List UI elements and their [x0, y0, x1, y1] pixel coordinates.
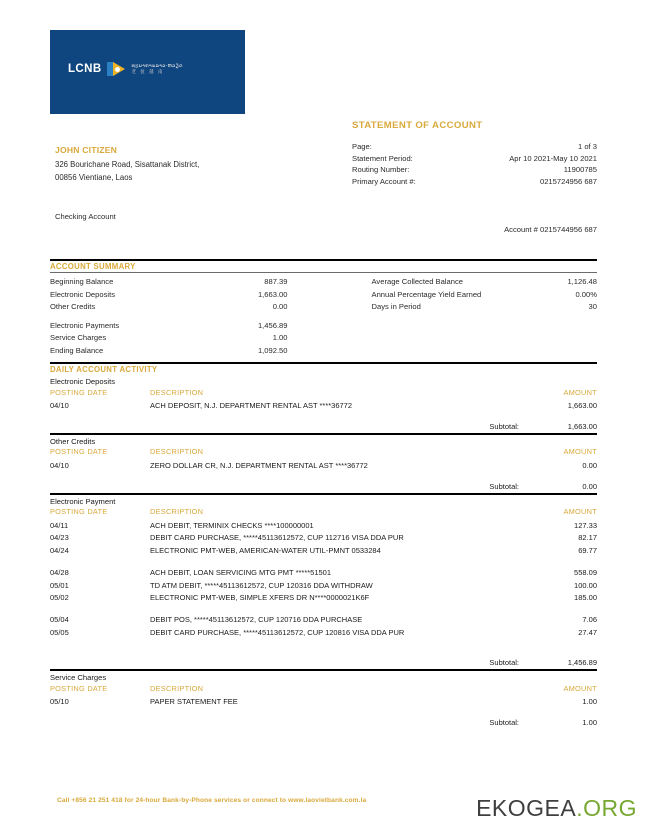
table-header-row [50, 447, 597, 459]
summary-label: Electronic Payments [50, 320, 120, 330]
subtotal-row [50, 412, 597, 433]
daily-account-activity-section [50, 362, 597, 729]
watermark-suffix: .ORG [576, 795, 637, 821]
summary-row [50, 332, 324, 345]
row-spacer [50, 605, 597, 614]
summary-value: 1,663.00 [257, 289, 288, 299]
table-row [50, 532, 597, 545]
bank-logo-lao-line1: ທະນາຄານລາວ-ຫວຽດ [131, 62, 183, 69]
activity-group [50, 493, 597, 669]
column-header-date: POSTING DATE [50, 507, 108, 517]
cell-posting-date: 04/10 [50, 460, 69, 470]
subtotal-amount: 1.00 [582, 718, 597, 728]
activity-group-name: Other Credits [50, 436, 96, 446]
subtotal-row [50, 472, 597, 493]
cell-description: DEBIT POS, *****45113612572, CUP 120716 DDA PURCHASE [150, 615, 363, 625]
table-header-row [50, 387, 597, 399]
cell-amount: 0.00 [582, 460, 597, 470]
account-summary-heading: ACCOUNT SUMMARY [50, 262, 136, 271]
table-row [50, 519, 597, 532]
summary-value: 1.00 [272, 333, 288, 343]
statement-meta-row [352, 176, 597, 188]
activity-table [50, 387, 597, 433]
footer-contact-text: Call +856 21 251 418 for 24-hour Bank-by-Phone services or connect to www.laovietbank.com.la [57, 797, 367, 804]
summary-label: Annual Percentage Yield Earned [371, 289, 482, 299]
account-summary-grid [50, 273, 597, 358]
column-header-description: DESCRIPTION [150, 387, 204, 397]
cell-description: ELECTRONIC PMT-WEB, SIMPLE XFERS DR N****0000021K6F [150, 593, 370, 603]
cell-posting-date: 04/24 [50, 546, 69, 556]
statement-meta-label: Statement Period: [352, 153, 413, 163]
cell-amount: 185.00 [574, 593, 597, 603]
cell-amount: 82.17 [578, 533, 597, 543]
activity-group-name: Service Charges [50, 673, 107, 683]
table-row [50, 399, 597, 412]
statement-meta-list [352, 141, 597, 187]
summary-label: Other Credits [50, 302, 96, 312]
account-type: Checking Account [55, 212, 116, 221]
summary-row [324, 289, 598, 302]
summary-label: Ending Balance [50, 345, 104, 355]
activity-table [50, 683, 597, 729]
cell-amount: 7.06 [582, 615, 597, 625]
cell-posting-date: 04/11 [50, 520, 69, 530]
summary-row [50, 276, 324, 289]
cell-description: ACH DEBIT, TERMINIX CHECKS ****100000001 [150, 520, 314, 530]
table-row [50, 545, 597, 558]
account-summary-section [50, 259, 597, 358]
column-header-date: POSTING DATE [50, 387, 108, 397]
bank-logo [68, 62, 183, 76]
bank-logo-lao-line2: 老 挝 越 南 [131, 68, 164, 74]
customer-address [55, 159, 199, 184]
summary-row [324, 276, 598, 289]
cell-posting-date: 05/01 [50, 580, 69, 590]
summary-row [50, 289, 324, 302]
summary-row [50, 320, 324, 333]
cell-description: DEBIT CARD PURCHASE, *****45113612572, CUP 112716 VISA DDA PUR [150, 533, 404, 543]
subtotal-amount: 1,663.00 [567, 421, 597, 431]
customer-name: JOHN CITIZEN [55, 145, 118, 155]
summary-row [324, 301, 598, 314]
subtotal-amount: 0.00 [582, 481, 597, 491]
summary-value: 1,092.50 [257, 345, 288, 355]
statement-meta-value: 11900785 [563, 165, 597, 175]
column-header-amount: AMOUNT [563, 683, 597, 693]
column-header-description: DESCRIPTION [150, 683, 204, 693]
cell-amount: 69.77 [578, 546, 597, 556]
customer-address-line1: 326 Bourichane Road, Sisattanak District, [55, 160, 200, 169]
statement-meta-row [352, 164, 597, 176]
statement-meta-label: Routing Number: [352, 165, 410, 175]
statement-title: STATEMENT OF ACCOUNT [352, 120, 483, 131]
subtotal-label: Subtotal: [489, 481, 519, 491]
summary-label: Days in Period [371, 302, 421, 312]
bank-logo-wordmark: LCNB [68, 63, 102, 75]
cell-amount: 27.47 [578, 628, 597, 637]
table-row [50, 566, 597, 579]
summary-value: 1,126.48 [567, 277, 597, 286]
summary-value: 30 [588, 302, 597, 312]
cell-posting-date: 04/28 [50, 567, 69, 577]
statement-meta-label: Page: [352, 142, 372, 151]
statement-meta-row [352, 153, 597, 165]
summary-row [50, 301, 324, 314]
summary-row [50, 345, 324, 358]
cell-description: ELECTRONIC PMT-WEB, AMERICAN-WATER UTIL-PMNT 0533284 [150, 546, 381, 556]
table-row [50, 579, 597, 592]
table-row [50, 459, 597, 472]
table-row [50, 626, 597, 639]
watermark-main: EKOGEA [476, 795, 577, 821]
table-header-row [50, 507, 597, 519]
activity-group-name: Electronic Deposits [50, 377, 115, 386]
cell-posting-date: 05/04 [50, 615, 69, 625]
bank-logo-icon [107, 62, 125, 76]
subtotal-label: Subtotal: [489, 718, 519, 728]
statement-meta-label: Primary Account #: [352, 176, 416, 186]
cell-amount: 127.33 [574, 520, 597, 530]
cell-amount: 100.00 [574, 580, 597, 590]
cell-posting-date: 05/02 [50, 593, 69, 603]
activity-table [50, 447, 597, 493]
column-header-description: DESCRIPTION [150, 507, 204, 517]
table-row [50, 614, 597, 627]
table-row [50, 695, 597, 708]
summary-column-left [50, 276, 324, 358]
subtotal-label: Subtotal: [489, 658, 519, 668]
row-spacer [50, 557, 597, 566]
cell-amount: 1.00 [582, 696, 597, 706]
cell-description: DEBIT CARD PURCHASE, *****45113612572, CUP 120816 VISA DDA PUR [150, 628, 405, 637]
column-header-description: DESCRIPTION [150, 447, 204, 457]
cell-description: ACH DEPOSIT, N.J. DEPARTMENT RENTAL AST ****36772 [150, 400, 353, 410]
cell-amount: 558.09 [574, 567, 597, 577]
subtotal-label: Subtotal: [489, 421, 519, 431]
cell-description: PAPER STATEMENT FEE [150, 696, 238, 706]
column-header-amount: AMOUNT [563, 387, 597, 397]
statement-meta-value: 0215724956 687 [539, 176, 597, 186]
cell-description: TD ATM DEBIT, *****45113612572, CUP 120316 DDA WITHDRAW [150, 580, 373, 590]
activity-group [50, 375, 597, 433]
summary-label: Average Collected Balance [371, 277, 463, 286]
activity-group [50, 669, 597, 729]
cell-amount: 1,663.00 [567, 400, 597, 410]
daily-activity-heading: DAILY ACCOUNT ACTIVITY [50, 365, 158, 374]
subtotal-amount: 1,456.89 [567, 658, 597, 668]
summary-value: 0.00% [575, 289, 597, 299]
summary-value: 1,456.89 [257, 320, 288, 330]
summary-label: Electronic Deposits [50, 289, 115, 299]
cell-posting-date: 04/10 [50, 400, 69, 410]
cell-description: ACH DEBIT, LOAN SERVICING MTG PMT *****51501 [150, 567, 332, 577]
account-number: Account # 0215744956 687 [504, 225, 597, 234]
cell-posting-date: 05/05 [50, 628, 69, 637]
column-header-date: POSTING DATE [50, 447, 108, 457]
cell-posting-date: 05/10 [50, 696, 69, 706]
table-header-row [50, 683, 597, 695]
activity-table [50, 507, 597, 669]
activity-group [50, 433, 597, 493]
summary-value: 887.39 [264, 277, 288, 286]
column-header-date: POSTING DATE [50, 683, 108, 693]
activity-groups [50, 375, 597, 729]
statement-meta-value: Apr 10 2021-May 10 2021 [509, 153, 597, 163]
subtotal-row [50, 648, 597, 669]
activity-group-name: Electronic Payment [50, 496, 116, 506]
summary-value: 0.00 [272, 302, 288, 312]
statement-meta-row [352, 141, 597, 153]
column-header-amount: AMOUNT [563, 507, 597, 517]
cell-description: ZERO DOLLAR CR, N.J. DEPARTMENT RENTAL AST ****36772 [150, 460, 368, 470]
customer-address-line2: 00856 Vientiane, Laos [55, 172, 133, 182]
subtotal-row [50, 708, 597, 729]
table-row [50, 592, 597, 605]
cell-posting-date: 04/23 [50, 533, 69, 543]
watermark [476, 795, 637, 822]
summary-label: Beginning Balance [50, 277, 114, 286]
column-header-amount: AMOUNT [563, 447, 597, 457]
summary-label: Service Charges [50, 333, 107, 343]
summary-column-right [324, 276, 598, 358]
row-spacer [50, 639, 597, 648]
bank-logo-lao-text [132, 64, 183, 75]
bank-logo-block [50, 30, 245, 114]
statement-meta-value: 1 of 3 [578, 142, 597, 151]
